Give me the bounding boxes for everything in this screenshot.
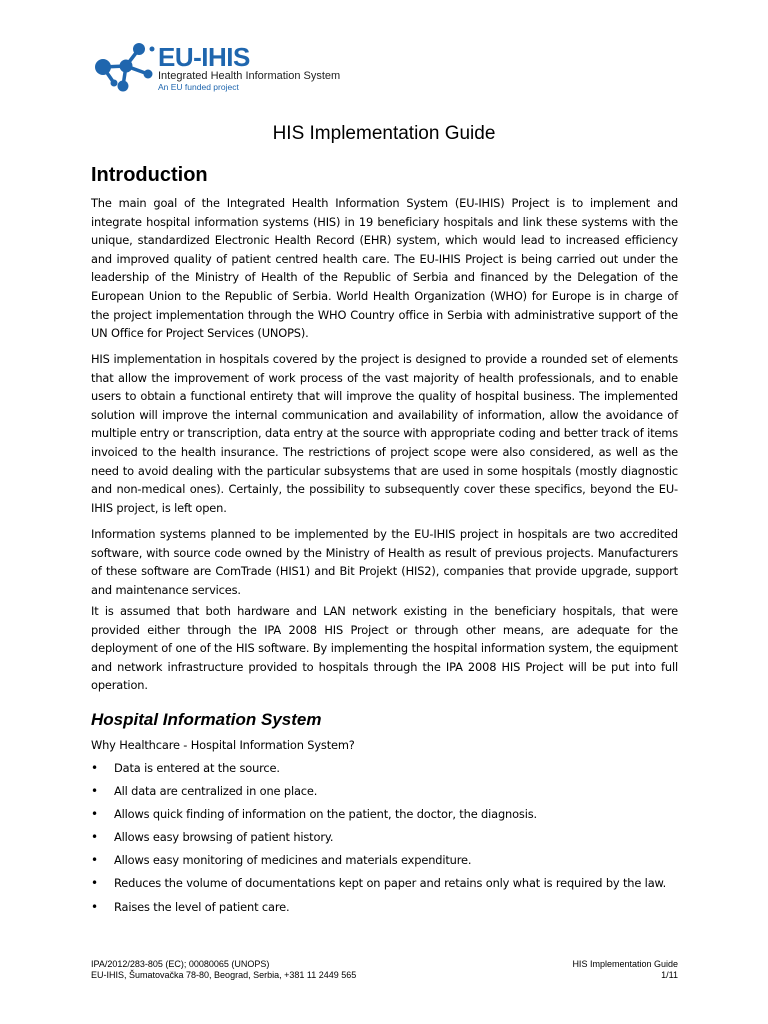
intro-paragraph-3: Information systems planned to be implemented by the EU-IHIS project in hospitals are two accredited software, with source code owned by the Ministry of Health as result of previous projects. Manufacturers of these software are ComTrade (HIS1) and Bit Projekt (HIS2), companies that provide upgrade, support and maintenance services. [91,527,678,597]
logo-tagline: An EU funded project [158,82,239,92]
intro-paragraph-2: HIS implementation in hospitals covered by the project is designed to provide a rounded set of elements that allow the improvement of work process of the vast majority of health professionals, and to enable users to obtain a functional entirety that will improve the quality of hospital business. The implemented solution will improve the internal communication and availability of information, allow the avoidance of multiple entry or transcription, data entry at the source with appropriate coding and better track of items invoiced to the health insurance. The restrictions of project scope were also considered, as well as the need to avoid dealing with the particular subsystems that are used in some hospitals (mostly diagnostic and non-medical ones). Certainly, the possibility to subsequently cover these specifics, beyond the EU-IHIS project, is left open. [91,352,678,515]
bullet-icon: • [91,807,98,822]
bullet-icon: • [91,853,98,868]
footer-doc-title: HIS Implementation Guide [572,959,678,969]
list-item-text: Raises the level of patient care. [114,899,290,914]
intro-paragraph-1: The main goal of the Integrated Health Information System (EU-IHIS) Project is to implement and integrate hospital information systems (HIS) in 19 beneficiary hospitals and link these systems with the unique, standardized Electronic Health Record (EHR) system, which would lead to increased efficiency and improved quality of patient centred health care. The EU-IHIS Project is being carried out under the leadership of the Ministry of Health of the Republic of Serbia and financed by the Delegation of the European Union to the Republic of Serbia. World Health Organization (WHO) for Europe is in charge of the project implementation through the WHO Country office in Serbia with administrative support of the UN Office for Project Services (UNOPS). [91,196,678,341]
his-section-heading: Hospital Information System [91,710,322,729]
list-item [91,782,678,801]
list-item-text: Allows easy monitoring of medicines and materials expenditure. [114,853,472,868]
list-item-text: Data is entered at the source. [114,761,280,775]
list-item [91,898,678,917]
list-item-text: All data are centralized in one place. [114,784,318,799]
bullet-icon: • [91,761,98,775]
footer-address: EU-IHIS, Šumatovačka 78-80, Beograd, Serbia, +381 11 2449 565 [91,970,357,980]
bullet-icon: • [91,876,98,891]
list-item [91,828,678,847]
bullet-icon: • [91,784,98,799]
introduction-heading: Introduction [91,164,208,186]
list-item [91,805,678,824]
list-item-text: Allows quick finding of information on the patient, the doctor, the diagnosis. [114,807,537,822]
footer-left [91,959,356,981]
page-number: 1/11 [661,970,678,980]
bullet-icon: • [91,899,98,914]
logo-subtitle: Integrated Health Information System [158,70,341,82]
document-title: HIS Implementation Guide [272,123,496,144]
list-item [91,851,678,870]
list-item-text: Allows easy browsing of patient history. [114,830,334,845]
his-section-lead: Why Healthcare - Hospital Information System? [91,738,355,752]
list-item-text: Reduces the volume of documentations kept on paper and retains only what is required by the law. [114,876,667,891]
intro-paragraph-4: It is assumed that both hardware and LAN network existing in the beneficiary hospitals, that were provided either through the IPA 2008 HIS Project or through other means, are adequate for the deployment of one of the HIS software. By implementing the hospital information system, the equipment and network infrastructure provided to hospitals through the IPA 2008 HIS Project will be put into full operation. [91,604,678,693]
footer-reference: IPA/2012/283-805 (EC); 00080065 (UNOPS) [91,959,270,969]
list-item [91,874,678,893]
footer-right [572,959,678,981]
logo-title: EU-IHIS [158,42,250,72]
benefits-list [91,759,678,921]
bullet-icon: • [91,830,98,845]
list-item [91,759,678,778]
network-molecule-icon [90,40,156,96]
